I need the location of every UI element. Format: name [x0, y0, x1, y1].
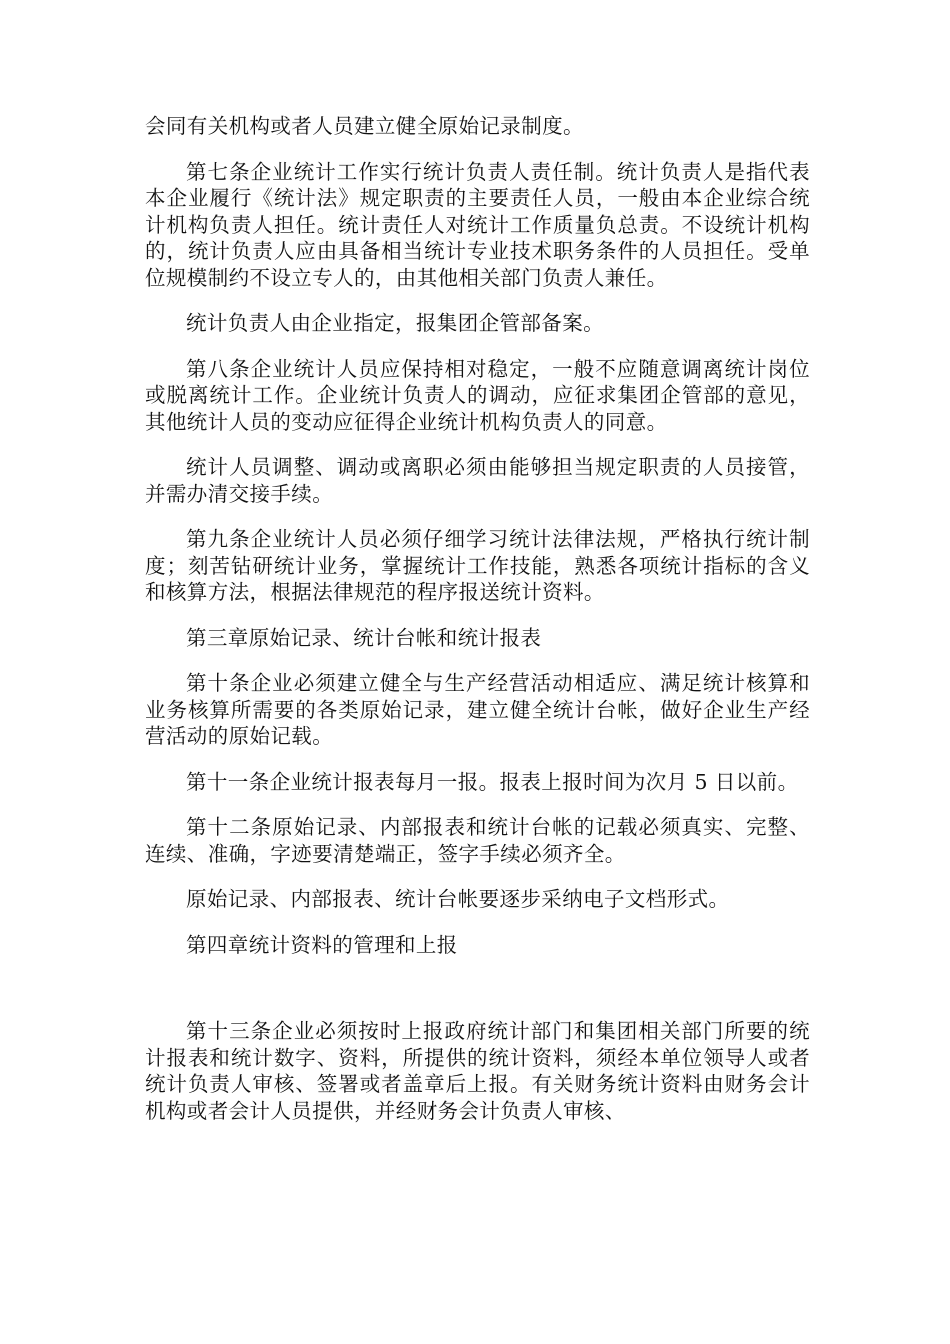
paragraph-article-12: 第十二条原始记录、内部报表和统计台帐的记载必须真实、完整、连续、准确，字迹要清楚端正，签字手续必须齐全。: [145, 815, 810, 866]
paragraph-article-8-note: 统计人员调整、调动或离职必须由能够担当规定职责的人员接管，并需办清交接手续。: [145, 455, 810, 506]
paragraph-article-7: 第七条企业统计工作实行统计负责人责任制。统计负责人是指代表本企业履行《统计法》规定职责的主要责任人员，一般由本企业综合统计机构负责人担任。统计责任人对统计工作质量负总责。不设统计机构的，统计负责人应由具备相当统计专业技术职务条件的人员担任。受单位规模制约不设立专人的，由其他相关部门负责人兼任。: [145, 159, 810, 290]
document-body: [145, 113, 810, 1143]
paragraph-article-12-note: 原始记录、内部报表、统计台帐要逐步采纳电子文档形式。: [186, 887, 730, 911]
paragraph-article-13: 第十三条企业必须按时上报政府统计部门和集团相关部门所要的统计报表和统计数字、资料，所提供的统计资料，须经本单位领导人或者统计负责人审核、签署或者盖章后上报。有关财务统计资料由财务会计机构或者会计人员提供，并经财务会计负责人审核、: [145, 1019, 810, 1123]
paragraph-article-11: 第十一条企业统计报表每月一报。报表上报时间为次月 5 日以前。: [186, 769, 799, 794]
paragraph-article-8: 第八条企业统计人员应保持相对稳定，一般不应随意调离统计岗位或脱离统计工作。企业统计负责人的调动，应征求集团企管部的意见，其他统计人员的变动应征得企业统计机构负责人的同意。: [145, 356, 810, 434]
paragraph-article-9: 第九条企业统计人员必须仔细学习统计法律法规，严格执行统计制度；刻苦钻研统计业务，掌握统计工作技能，熟悉各项统计指标的含义和核算方法，根据法律规范的程序报送统计资料。: [145, 527, 810, 604]
chapter-heading-4: 第四章统计资料的管理和上报: [186, 932, 458, 957]
paragraph-continuation: 会同有关机构或者人员建立健全原始记录制度。: [145, 114, 584, 138]
paragraph-article-7-note: 统计负责人由企业指定，报集团企管部备案。: [186, 311, 604, 335]
chapter-heading-3: 第三章原始记录、统计台帐和统计报表: [186, 625, 542, 650]
paragraph-article-10: 第十条企业必须建立健全与生产经营活动相适应、满足统计核算和业务核算所需要的各类原始记录，建立健全统计台帐，做好企业生产经营活动的原始记载。: [145, 671, 810, 748]
